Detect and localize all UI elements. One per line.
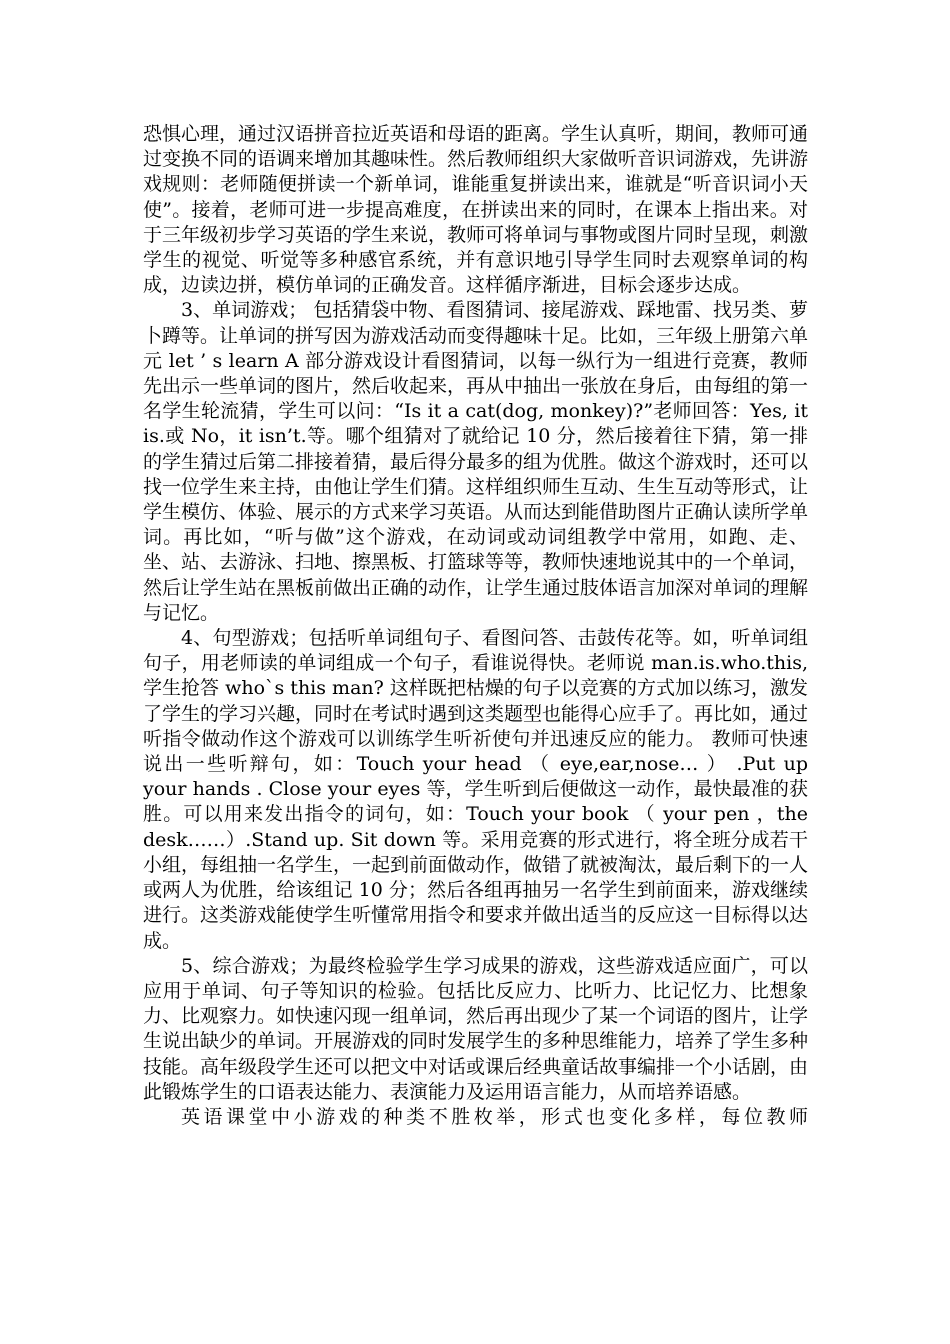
paragraph-comprehensive-games: 5、综合游戏；为最终检验学生学习成果的游戏，这些游戏适应面广，可以应用于单词、句子等知识的检验。包括比反应力、比听力、比记忆力、比想象力、比观察力。如快速闪现一组单词，然后再出现少了某一个词语的图片，让学生说出缺少的单词。开展游戏的同时发展学生的多种思维能力，培养了学生多种技能。高年级段学生还可以把文中对话或课后经典童话故事编排一个小话剧，由此锻炼学生的口语表达能力、表演能力及运用语言能力，从而培养语感。 (143, 954, 809, 1103)
document-body (143, 122, 808, 1130)
paragraph-sentence-games: 4、句型游戏；包括听单词组句子、看图问答、击鼓传花等。如，听单词组句子，用老师读的单词组成一个句子，看谁说得快。老师说 man.is.who.this, 学生抢答 who`s this man? 这样既把枯燥的句子以竞赛的方式加以练习，激发了学生的学习兴趣，同时在考试时遇到这类题型也能得心应手了。再比如，通过听指令做动作这个游戏可以训练学生听祈使句并迅速反应的能力。 教师可快速说出一些听辩句，如：Touch your head （ eye,ear,nose… ） .Put up your hands . Close your eyes 等，学生听到后便做这一动作，最快最准的获胜。可以用来发出指令的词句，如：Touch your book （ your pen ，the desk……）.Stand up. Sit down 等。采用竞赛的形式进行，将全班分成若干小组，每组抽一名学生，一起到前面做动作，做错了就被淘汰，最后剩下的一人或两人为优胜，给该组记 10 分；然后各组再抽另一名学生到前面来，游戏继续进行。这类游戏能使学生听懂常用指令和要求并做出适当的反应这一目标得以达成。 (143, 627, 809, 952)
paragraph-word-games: 3、单词游戏； 包括猜袋中物、看图猜词、接尾游戏、踩地雷、找另类、萝卜蹲等。让单词的拼写因为游戏活动而变得趣味十足。比如，三年级上册第六单元 let ’ s learn A 部分游戏设计看图猜词，以每一纵行为一组进行竞赛，教师先出示一些单词的图片，然后收起来，再从中抽出一张放在身后，由每组的第一名学生轮流猜，学生可以问：“Is it a cat(dog, monkey)?”老师回答：Yes, it is.或 No，it isn’t.等。哪个组猜对了就给记 10 分，然后接着往下猜，第一排的学生猜过后第二排接着猜，最后得分最多的组为优胜。做这个游戏时，还可以找一位学生来主持，由他让学生们猜。这样组织师生互动、生生互动等形式，让学生模仿、体验、展示的方式来学习英语。从而达到能借助图片正确认读所学单词。再比如，“听与做”这个游戏，在动词或动词组教学中常用，如跑、走、坐、站、去游泳、扫地、擦黑板、打篮球等等，教师快速地说其中的一个单词，然后让学生站在黑板前做出正确的动作，让学生通过肢体语言加深对单词的理解与记忆。 (143, 299, 809, 624)
paragraph-continuation: 恐惧心理，通过汉语拼音拉近英语和母语的距离。学生认真听，期间，教师可通过变换不同的语调来增加其趣味性。然后教师组织大家做听音识词游戏，先讲游戏规则：老师随便拼读一个新单词，谁能重复拼读出来，谁就是“听音识词小天使”。接着，老师可进一步提高难度，在拼读出来的同时，在课本上指出来。对于三年级初步学习英语的学生来说，教师可将单词与事物或图片同时呈现，刺激学生的视觉、听觉等多种感官系统，并有意识地引导学生同时去观察单词的构成，边读边拼，模仿单词的正确发音。这样循序渐进，目标会逐步达成。 (143, 123, 809, 297)
paragraph-closing: 英语课堂中小游戏的种类不胜枚举，形式也变化多样，每位教师 (181, 1105, 808, 1128)
